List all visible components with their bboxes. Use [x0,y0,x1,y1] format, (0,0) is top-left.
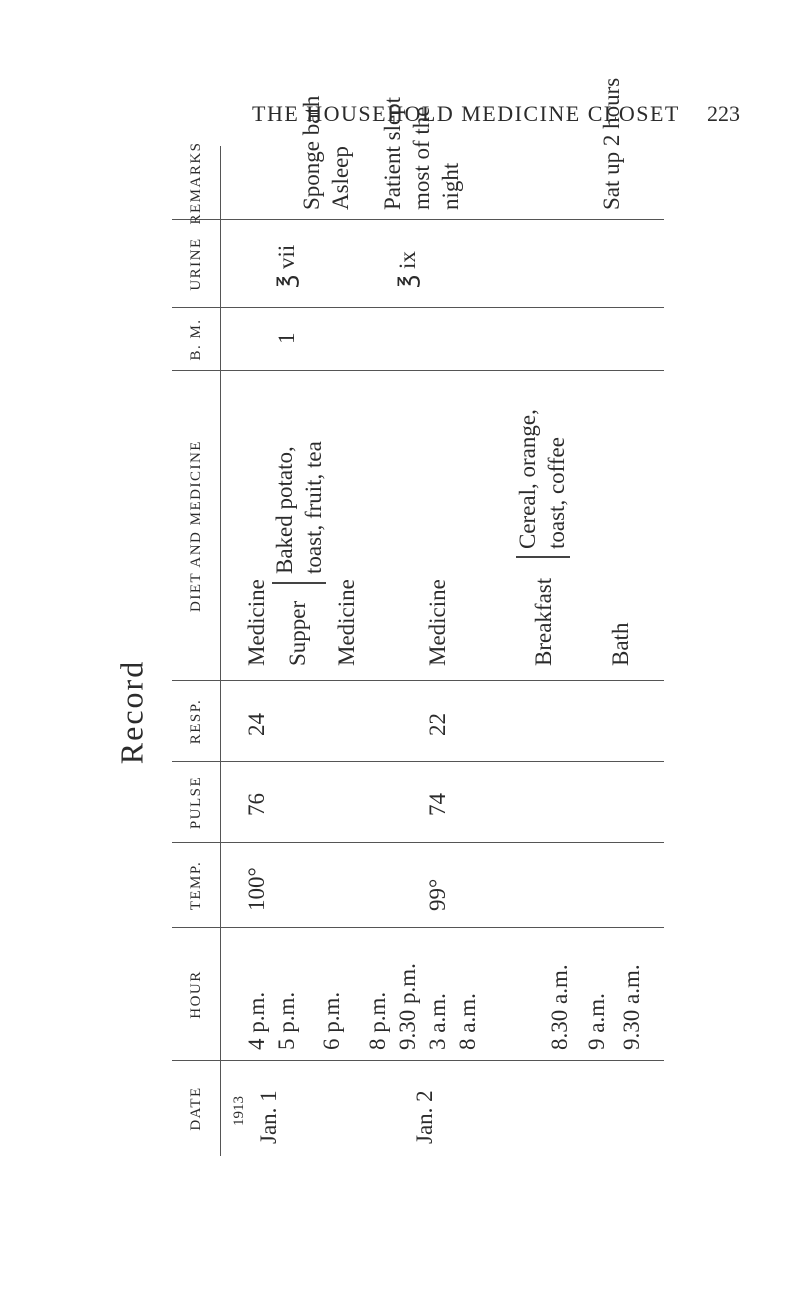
row1-supper-label: Supper [285,600,310,666]
row2-pulse: 74 [425,793,450,816]
page-number: 223 [707,101,740,126]
row2-date: Jan. 2 [412,1090,437,1144]
row1-bm: 1 [274,332,299,344]
col-head-resp: RESP. [187,698,204,745]
col-head-bm: B. M. [187,318,204,361]
row1-hour-3: 6 p.m. [319,991,344,1050]
row2-breakfast-label: Breakfast [531,577,556,666]
col-rule-bm [172,307,664,308]
row2-remark-2: most of the [409,106,434,210]
row2-hour-6: 9.30 a.m. [619,964,644,1050]
col-head-temp: TEMP. [187,860,204,911]
col-head-date: DATE [187,1086,204,1131]
row1-medicine-1: Medicine [244,579,269,666]
col-rule-date [172,1060,664,1061]
supper-brace [272,583,326,585]
row2-medicine-3: Medicine [425,579,450,666]
row2-bath: Bath [608,622,633,666]
row1-medicine-2: Medicine [334,579,359,666]
row2-resp: 22 [425,713,450,736]
row2-hour-4: 8.30 a.m. [547,964,572,1050]
col-rule-diet [172,370,664,371]
col-rule-pulse [172,761,664,762]
col-head-urine: URINE [187,237,204,291]
col-rule-temp [172,842,664,843]
col-rule-urine [172,219,664,220]
row1-hour-4: 8 p.m. [365,991,390,1050]
row1-urine: ℥ vii [274,244,299,288]
row2-remark-3: night [438,162,463,210]
side-title: Record [113,659,150,765]
row2-remark-1: Patient slept [380,96,405,210]
row2-breakfast-line1: Cereal, orange, [515,409,540,549]
row1-remark-2: Asleep [328,146,353,210]
row2-breakfast-line2: toast, coffee [544,437,569,549]
row2-urine: ℥ ix [395,251,420,288]
row1-remark-1: Sponge bath [299,95,324,210]
row2-hour-3: 8 a.m. [455,993,480,1050]
row1-supper-line2: toast, fruit, tea [301,441,326,574]
row1-date: Jan. 1 [256,1090,281,1144]
col-rule-hour [172,927,664,928]
breakfast-brace [516,557,570,559]
col-head-pulse: PULSE [187,775,204,830]
row1-temp: 100° [244,867,269,911]
running-title: THE HOUSEHOLD MEDICINE CLOSET [252,101,680,126]
col-head-hour: HOUR [187,970,204,1019]
header-rule [220,146,221,1156]
row1-pulse: 76 [244,793,269,816]
row2-hour-5: 9 a.m. [584,993,609,1050]
col-rule-resp [172,680,664,681]
col-head-diet: DIET AND MEDICINE [187,440,204,612]
row2-hour-1: 9.30 p.m. [395,963,420,1050]
row2-remark-4: Sat up 2 hours [599,77,624,210]
row1-resp: 24 [244,713,269,736]
col-head-remarks: REMARKS [187,141,204,225]
row2-hour-2: 3 a.m. [425,993,450,1050]
row1-year: 1913 [231,1096,247,1126]
row1-hour-1: 4 p.m. [244,991,269,1050]
row1-hour-2: 5 p.m. [274,991,299,1050]
row1-supper-line1: Baked potato, [272,446,297,574]
row2-temp: 99° [425,878,450,911]
